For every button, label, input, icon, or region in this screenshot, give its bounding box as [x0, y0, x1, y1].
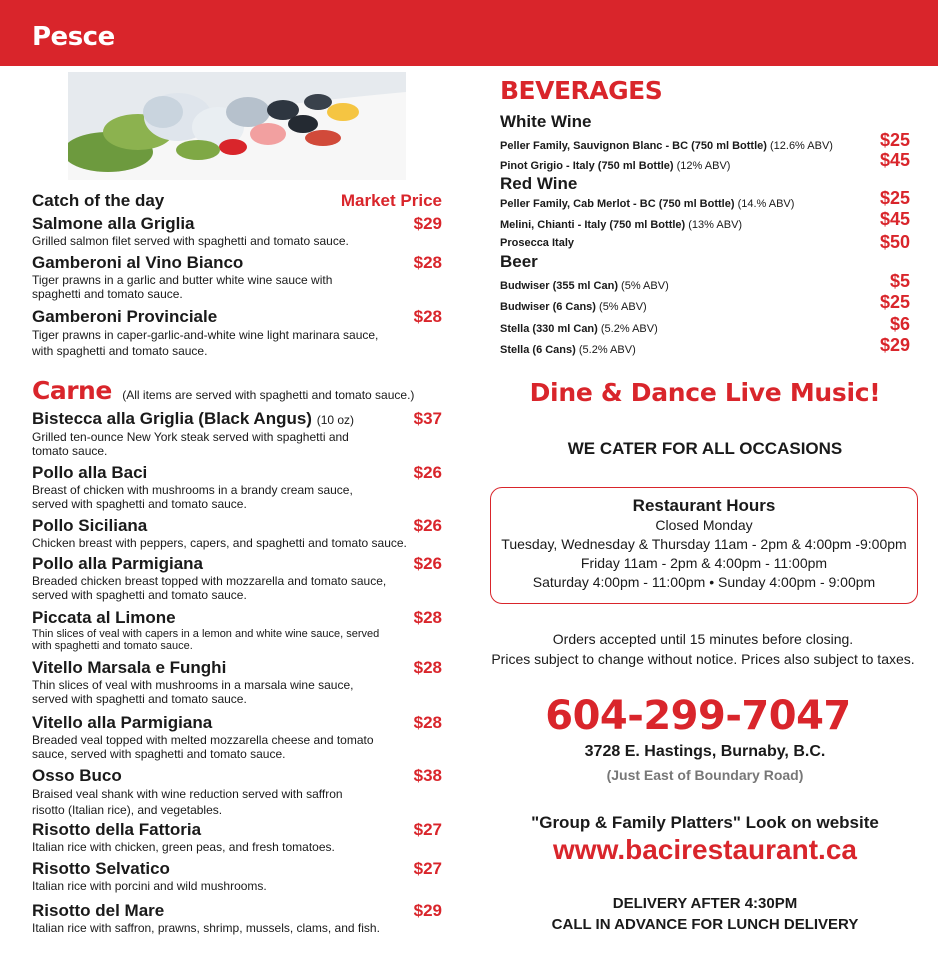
hours-title: Restaurant Hours	[632, 496, 776, 515]
menu-item-price: $37	[413, 409, 442, 428]
hours-line: Friday 11am - 2pm & 4:00pm - 11:00pm	[580, 555, 828, 571]
menu-item-desc: Italian rice with porcini and wild mushrooms.	[32, 879, 267, 893]
hours-line: Tuesday, Wednesday & Thursday 11am - 2pm & 4:00pm -9:00pm	[501, 536, 907, 552]
beverage-name: Prosecca Italy	[500, 237, 574, 249]
menu-item-desc: Thin slices of veal with capers in a lemon and white wine sauce, served with spaghetti and tomato sauce.	[32, 628, 380, 652]
menu-item-price: $26	[413, 516, 442, 535]
menu-item-desc: Chicken breast with peppers, capers, and spaghetti and tomato sauce.	[32, 536, 407, 550]
beverage-row	[500, 150, 910, 174]
menu-item-price: $38	[413, 766, 442, 785]
section-title-pesce: Pesce	[32, 22, 115, 52]
menu-item-price: $27	[413, 859, 442, 878]
white-wine-heading: White Wine	[500, 112, 592, 131]
menu-item-price: $28	[413, 713, 442, 732]
street-address: 3728 E. Hastings, Burnaby, B.C.	[584, 743, 826, 760]
beverage-price: $25	[879, 292, 910, 312]
live-music-banner: Dine & Dance Live Music!	[529, 378, 881, 407]
menu-item-salmone	[32, 214, 442, 248]
beer-heading: Beer	[500, 252, 538, 271]
menu-item-pollo-siciliana	[32, 516, 442, 550]
menu-item-name: Gamberoni al Vino Bianco	[32, 253, 244, 272]
beverage-price: $5	[889, 271, 910, 291]
beverage-name: Budwiser (355 ml Can) (5% ABV)	[500, 280, 669, 292]
menu-item-bistecca	[32, 409, 442, 458]
menu-item-desc: Grilled ten-ounce New York steak served with spaghetti and tomato sauce.	[32, 430, 349, 458]
beverage-name: Stella (330 ml Can) (5.2% ABV)	[500, 323, 658, 335]
menu-item-piccata	[32, 608, 442, 652]
website-link[interactable]: www.bacirestaurant.ca	[553, 834, 857, 865]
beverage-row	[500, 188, 910, 212]
catering-tagline: WE CATER FOR ALL OCCASIONS	[567, 439, 843, 458]
menu-item-desc: Thin slices of veal with mushrooms in a marsala wine sauce, served with spaghetti and tomato sauce.	[32, 678, 354, 706]
menu-item-name: Salmone alla Griglia	[32, 214, 195, 233]
menu-item-vitello-parmigiana	[32, 713, 442, 761]
phone-number[interactable]: 604-299-7047	[545, 693, 851, 739]
beverage-price: $45	[879, 150, 910, 170]
menu-item-name: Bistecca alla Griglia (Black Angus) (10 oz)	[32, 409, 355, 428]
beverage-row	[500, 271, 910, 294]
menu-item-vitello-marsala	[32, 658, 442, 706]
menu-item-desc: Breast of chicken with mushrooms in a brandy cream sauce, served with spaghetti and tomato sauce.	[32, 483, 353, 511]
menu-item-price: $29	[413, 901, 442, 920]
carne-heading	[32, 376, 444, 405]
menu-item-desc: Italian rice with saffron, prawns, shrimp, mussels, clams, and fish.	[32, 921, 380, 935]
beverage-name: Stella (6 Cans) (5.2% ABV)	[500, 344, 636, 356]
order-notices	[466, 629, 938, 669]
menu-item-desc: Braised veal shank with wine reduction served with saffron risotto (Italian rice), and vegetables.	[32, 787, 343, 817]
beverage-price: $29	[879, 335, 910, 355]
menu-item-name: Pollo alla Baci	[32, 463, 148, 482]
menu-item-name: Vitello Marsala e Funghi	[32, 658, 227, 677]
menu-item-name: Risotto della Fattoria	[32, 820, 202, 839]
beverage-row	[500, 130, 910, 154]
menu-item-price: Market Price	[340, 191, 442, 210]
notice-line: Prices subject to change without notice. Prices also subject to taxes.	[491, 651, 915, 667]
menu-item-risotto-selvatico	[32, 859, 442, 893]
menu-item-size: (10 oz)	[316, 413, 355, 427]
menu-item-desc: Grilled salmon filet served with spaghetti and tomato sauce.	[32, 234, 349, 248]
beverage-row	[500, 314, 910, 337]
beverage-row	[500, 233, 910, 251]
beverages-title: BEVERAGES	[500, 76, 663, 105]
delivery-info	[500, 893, 910, 935]
address-landmark: (Just East of Boundary Road)	[606, 767, 804, 783]
platters-note: "Group & Family Platters" Look on website	[531, 813, 879, 832]
hours-line: Saturday 4:00pm - 11:00pm • Sunday 4:00pm - 9:00pm	[532, 574, 876, 590]
menu-item-price: $26	[413, 463, 442, 482]
beverage-price: $25	[879, 188, 910, 208]
menu-item-desc: Tiger prawns in caper-garlic-and-white wine light marinara sauce, with spaghetti and tomato sauce.	[32, 328, 379, 358]
menu-item-name: Pollo Siciliana	[32, 516, 148, 535]
beverage-price: $25	[879, 130, 910, 150]
menu-item-price: $27	[413, 820, 442, 839]
beverage-price: $50	[879, 232, 910, 252]
menu-item-name: Vitello alla Parmigiana	[32, 713, 213, 732]
beverage-row	[500, 209, 910, 233]
menu-item-price: $28	[413, 658, 442, 677]
hours-line: Closed Monday	[655, 517, 753, 533]
menu-item-desc: Breaded veal topped with melted mozzarella cheese and tomato sauce, served with spaghetti and tomato sauce.	[32, 733, 374, 761]
menu-item-price: $28	[413, 608, 442, 627]
delivery-line: CALL IN ADVANCE FOR LUNCH DELIVERY	[551, 916, 859, 933]
menu-item-osso-buco	[32, 766, 442, 818]
beverage-row	[500, 292, 910, 315]
menu-item-price: $29	[413, 214, 442, 233]
menu-item-name: Risotto del Mare	[32, 901, 165, 920]
menu-item-desc: Breaded chicken breast topped with mozzarella and tomato sauce, served with spaghetti and tomato sauce.	[32, 574, 387, 602]
menu-item-gamberoni-provinciale	[32, 307, 442, 359]
beverage-row	[500, 335, 910, 358]
section-title-carne: Carne	[32, 376, 112, 405]
beverage-name: Peller Family, Cab Merlot - BC (750 ml Bottle) (14.% ABV)	[500, 198, 795, 210]
seafood-platter-photo	[68, 72, 406, 180]
menu-item-price: $28	[413, 253, 442, 272]
red-wine-heading: Red Wine	[500, 174, 578, 193]
restaurant-hours-box	[490, 487, 918, 604]
beverage-name: Budwiser (6 Cans) (5% ABV)	[500, 301, 647, 313]
menu-item-price: $28	[413, 307, 442, 326]
beverage-name: Peller Family, Sauvignon Blanc - BC (750 ml Bottle) (12.6% ABV)	[500, 140, 833, 152]
beverage-price: $6	[889, 314, 910, 334]
menu-item-pollo-parmigiana	[32, 554, 442, 602]
menu-item-risotto-fattoria	[32, 820, 442, 854]
menu-item-risotto-mare	[32, 901, 442, 935]
menu-item-name: Catch of the day	[32, 191, 165, 210]
beverage-price: $45	[879, 209, 910, 229]
beverage-name: Pinot Grigio - Italy (750 ml Bottle) (12% ABV)	[500, 160, 731, 172]
notice-line: Orders accepted until 15 minutes before closing.	[552, 631, 854, 647]
menu-item-name: Osso Buco	[32, 766, 122, 785]
menu-item-name: Gamberoni Provinciale	[32, 307, 218, 326]
menu-item-gamberoni-vino	[32, 253, 442, 301]
beverage-name: Melini, Chianti - Italy (750 ml Bottle) (13% ABV)	[500, 219, 743, 231]
delivery-line: DELIVERY AFTER 4:30PM	[612, 895, 798, 912]
menu-item-name: Piccata al Limone	[32, 608, 176, 627]
menu-item-name: Risotto Selvatico	[32, 859, 170, 878]
menu-item-price: $26	[413, 554, 442, 573]
menu-item-desc: Italian rice with chicken, green peas, and fresh tomatoes.	[32, 840, 335, 854]
menu-item-catch-of-the-day	[32, 191, 442, 211]
menu-item-desc: Tiger prawns in a garlic and butter white wine sauce with spaghetti and tomato sauce.	[32, 273, 333, 301]
carne-note: (All items are served with spaghetti and tomato sauce.)	[122, 388, 415, 402]
section-header-bar	[0, 0, 938, 66]
menu-item-pollo-baci	[32, 463, 442, 511]
menu-item-name: Pollo alla Parmigiana	[32, 554, 204, 573]
